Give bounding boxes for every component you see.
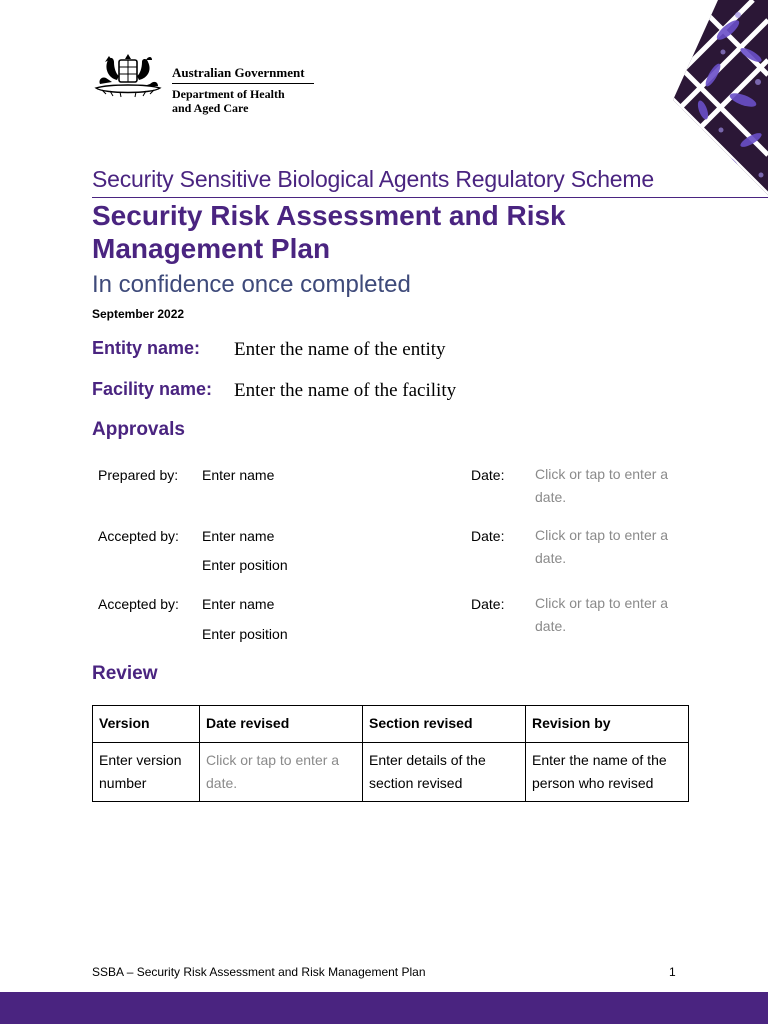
footer-page-number: 1 bbox=[669, 965, 676, 979]
table-header-row bbox=[93, 706, 689, 743]
approvals-heading: Approvals bbox=[92, 419, 185, 440]
column-header-section-revised: Section revised bbox=[363, 706, 526, 743]
approval-date-label: Date: bbox=[471, 467, 505, 483]
column-header-version: Version bbox=[93, 706, 200, 743]
facility-name-label: Facility name: bbox=[92, 379, 213, 399]
date-revised-picker[interactable]: Click or tap to enter a date. bbox=[200, 743, 363, 802]
table-row bbox=[93, 743, 689, 802]
approval-role-label: Prepared by: bbox=[98, 467, 179, 483]
facility-name-field[interactable]: Enter the name of the facility bbox=[234, 380, 457, 401]
review-table bbox=[92, 705, 689, 802]
version-field[interactable]: Enter version number bbox=[93, 743, 200, 802]
approval-position-field[interactable]: Enter position bbox=[202, 626, 288, 642]
document-title: Security Risk Assessment and Risk Management Plan bbox=[92, 200, 566, 264]
footer-band bbox=[0, 992, 768, 1024]
entity-name-field[interactable]: Enter the name of the entity bbox=[234, 339, 446, 360]
approval-date-label: Date: bbox=[471, 528, 505, 544]
department-name-line2: and Aged Care bbox=[172, 101, 249, 115]
revision-by-field[interactable]: Enter the name of the person who revised bbox=[526, 743, 689, 802]
coat-of-arms-icon bbox=[92, 50, 164, 102]
approval-role-label: Accepted by: bbox=[98, 596, 179, 612]
approval-position-field[interactable]: Enter position bbox=[202, 557, 288, 573]
approval-date-picker[interactable]: Click or tap to enter a date. bbox=[535, 466, 669, 505]
approval-name-field[interactable]: Enter name bbox=[202, 528, 275, 544]
approval-date-label: Date: bbox=[471, 596, 505, 612]
entity-name-label: Entity name: bbox=[92, 338, 201, 358]
approval-role-label: Accepted by: bbox=[98, 528, 179, 544]
approval-name-field[interactable]: Enter name bbox=[202, 596, 275, 612]
approval-name-field[interactable]: Enter name bbox=[202, 467, 275, 483]
section-revised-field[interactable]: Enter details of the section revised bbox=[363, 743, 526, 802]
title-divider bbox=[92, 197, 768, 198]
review-heading: Review bbox=[92, 663, 158, 684]
government-logo bbox=[92, 50, 322, 115]
column-header-date-revised: Date revised bbox=[200, 706, 363, 743]
approval-date-picker[interactable]: Click or tap to enter a date. bbox=[535, 527, 669, 566]
department-name-line1: Department of Health bbox=[172, 87, 285, 101]
document-subtitle: In confidence once completed bbox=[92, 271, 411, 298]
logo-divider bbox=[172, 83, 314, 84]
footer-document-name: SSBA – Security Risk Assessment and Risk Management Plan bbox=[92, 965, 426, 979]
document-date: September 2022 bbox=[92, 307, 185, 321]
approval-date-picker[interactable]: Click or tap to enter a date. bbox=[535, 595, 669, 634]
government-name: Australian Government bbox=[172, 65, 305, 80]
scheme-title: Security Sensitive Biological Agents Regulatory Scheme bbox=[92, 166, 654, 192]
column-header-revision-by: Revision by bbox=[526, 706, 689, 743]
